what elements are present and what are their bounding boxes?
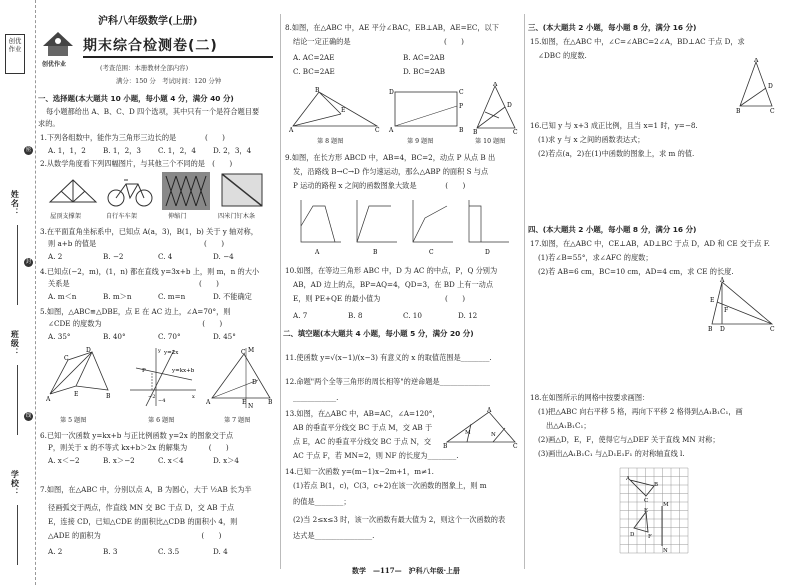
caption: 第 7 题图 [224, 417, 251, 424]
svg-text:E: E [242, 399, 247, 406]
option: D. x＞4 [213, 456, 239, 465]
option: A. AC=2AE [293, 53, 335, 62]
name-line [17, 225, 18, 305]
graph-label: B [373, 249, 378, 256]
q18-stem: 18.在如图所示的网格中按要求画图： [530, 393, 650, 402]
q13-stem: AB 的垂直平分线交 BC 于点 M，交 AB 于 [293, 423, 433, 432]
q9-stem: 发，沿路线 B→C→D 作匀速运动，那么△ABP 的面积 S 与点 [293, 167, 489, 176]
svg-text:A: A [754, 58, 759, 64]
brand-label: 创优作业 [42, 61, 67, 68]
option: B. −2 [103, 252, 124, 261]
q18-stem: (2)画△D，E，F，使得它与△DEF 关于直线 MN 对称； [538, 435, 720, 444]
svg-text:D: D [252, 379, 257, 386]
section-2-heading: 二、填空题(本大题共 4 小题，每小题 5 分，满分 20 分) [283, 329, 474, 338]
svg-text:B: B [443, 443, 448, 450]
caption: 第 6 题图 [148, 417, 175, 424]
column-divider [280, 14, 281, 569]
caption: 第 5 题图 [60, 417, 87, 424]
option: B. 40° [103, 332, 126, 341]
option: A. x＜−2 [48, 456, 80, 465]
q1-options [48, 145, 251, 156]
school-label: 学校： [10, 470, 21, 497]
q7-stem: E，连接 CD，已知△CDE 的面积比△CDB 的面积小 4，则 [48, 517, 238, 526]
section-4-heading: 四、(本大题共 2 小题，每小题 8 分，满分 16 分) [528, 225, 697, 234]
caption: 第 8 题图 [317, 138, 344, 145]
svg-text:C: C [64, 355, 69, 362]
q14-stem: (2)当 2≤x≤3 时，该一次函数有最大值为 2，则这个一次函数的表 [293, 515, 506, 524]
roof-truss-image [48, 172, 98, 210]
q10-stem: E，则 PE+QE 的最小值为 ( ) [293, 294, 466, 303]
q6-options [48, 455, 239, 466]
section-1-intro: 每小题都给出 A、B、C、D 四个选项，其中只有一个是符合题目要 [46, 107, 260, 116]
svg-text:A: A [626, 476, 630, 482]
svg-text:y=kx+b: y=kx+b [172, 368, 195, 374]
brand-box: 创优作业 [5, 34, 25, 74]
caption: 伸缩门 [168, 213, 187, 220]
q5-stem: 5.如图，△ABC≌△DBE，点 E 在 AC 边上，∠A=70°，则 [40, 307, 231, 316]
svg-text:A: A [46, 396, 51, 403]
q4-stem: 4.已知点(−2，m)，(1，n) 都在直线 y=3x+b 上，则 m，n 的大小 [40, 267, 260, 276]
name-label: 姓名： [10, 190, 21, 217]
svg-text:C: C [770, 326, 775, 332]
q14-stem: (1)若点 B(1，c)，C(3，c+2)在该一次函数的图象上，则 m [293, 481, 487, 490]
q18-stem: (1)把△ABC 向右平移 5 格，再向下平移 2 格得到△A₁B₁C₁，画 [538, 407, 743, 416]
fig13-diagram [443, 404, 519, 450]
svg-text:D: D [507, 102, 512, 109]
option: A. m＜n [48, 292, 77, 301]
svg-text:M: M [465, 430, 471, 436]
svg-text:D: D [720, 326, 725, 332]
q5-stem: ∠CDE 的度数为 ( ) [48, 319, 223, 328]
exam-title: 期末综合检测卷(二) [83, 38, 218, 54]
q13-stem: AC 于点 F，若 MN=2，则 NF 的长度为________. [293, 451, 459, 460]
option: C. BC=2AE [293, 67, 335, 76]
option: D. 不能确定 [213, 292, 252, 301]
svg-text:C: C [241, 349, 246, 356]
q14-stem: 达式是________________. [293, 531, 375, 540]
graph-label: A [315, 249, 320, 256]
svg-text:C: C [644, 498, 649, 504]
svg-text:B: B [736, 108, 741, 114]
title-underline [83, 56, 273, 58]
binding-strip [0, 0, 36, 585]
caption: 屋顶支撑架 [50, 213, 81, 220]
q4-stem: 关系是 ( ) [48, 279, 219, 288]
option: D. BC=2AB [403, 67, 446, 76]
svg-text:−4: −4 [158, 398, 166, 404]
svg-text:A: A [289, 127, 294, 132]
q8-stem: 8.如图，在△ABC 中，AE 平分∠BAC，EB⊥AB，AE=EC，以下 [285, 23, 499, 32]
q10-options [293, 310, 477, 321]
svg-text:E: E [644, 508, 649, 514]
fig10-diagram [473, 82, 519, 134]
option: C. m=n [158, 292, 186, 301]
fig15-diagram [736, 58, 776, 114]
option: A. 7 [293, 311, 308, 320]
fig6-graph [126, 346, 198, 410]
column-3 [528, 0, 790, 585]
folding-gate-image [162, 172, 210, 210]
q14-stem: 14.已知一次函数 y=(m−1)x−2m+1，m≠1. [285, 467, 434, 476]
q16-stem: (1)求 y 与 x 之间的函数表达式； [538, 135, 645, 144]
series-title: 沪科八年级数学(上册) [98, 16, 198, 27]
option: B. m＞n [103, 292, 132, 301]
option: C. 3.5 [158, 547, 180, 556]
svg-text:M: M [663, 502, 669, 508]
svg-text:E: E [341, 107, 346, 114]
fig7-diagram [206, 346, 274, 410]
seal-mark: 线 [25, 413, 32, 419]
q3-options [48, 251, 234, 262]
exam-scope: (考查范围：本册教材全部内容) [100, 64, 189, 72]
class-line [17, 365, 18, 435]
svg-text:A: A [487, 407, 492, 414]
section-1-heading: 一、选择题(本大题共 10 小题，每小题 4 分，满分 40 分) [38, 94, 234, 103]
svg-text:N: N [491, 432, 496, 438]
svg-text:A: A [206, 399, 211, 406]
q7-stem: △ADE 的面积为 ( ) [48, 531, 222, 540]
svg-text:N: N [248, 403, 254, 410]
option: D. 12 [458, 311, 478, 320]
q14-stem: 的值是________； [293, 497, 351, 506]
q7-options [48, 546, 228, 557]
option: A. 35° [48, 332, 71, 341]
svg-text:B: B [106, 393, 111, 400]
svg-text:D: D [768, 83, 773, 90]
school-line [17, 505, 18, 565]
option: A. 2 [48, 547, 63, 556]
q6-stem: 6.已知一次函数 y=kx+b 与正比例函数 y=2x 的图象交于点 [40, 431, 234, 440]
svg-text:B: B [459, 127, 464, 132]
svg-text:B: B [708, 326, 713, 332]
svg-text:C: C [770, 108, 775, 114]
svg-text:−2: −2 [148, 394, 156, 400]
option: D. 4 [213, 547, 228, 556]
q18-stem: (3)画出△A₁B₁C₁ 与△D₁E₁F₁ 的对称轴直线 l. [538, 449, 685, 458]
q9-stem: P 运动的路程 x 之间的函数图象大致是 ( ) [293, 181, 466, 190]
svg-text:C: C [459, 89, 464, 96]
svg-text:y: y [158, 348, 161, 354]
option: B. 1，2，3 [103, 146, 141, 155]
svg-text:A: A [720, 277, 725, 284]
svg-text:F: F [724, 307, 729, 314]
svg-text:x: x [192, 394, 195, 400]
q17-stem: (2)若 AB=6 cm，BC=10 cm，AD=4 cm，求 CE 的长度. [538, 267, 734, 276]
q7-stem: 7.如图，在△ABC 中，分别以点 A，B 为圆心，大于 ½AB 长为半 [40, 485, 252, 494]
option: D. 2，3，4 [213, 146, 252, 155]
q9-stem: 9.如图，在长方形 ABCD 中，AB=4，BC=2，动点 P 从点 B 出 [285, 153, 496, 162]
option: C. 10 [403, 311, 422, 320]
option: C. 4 [158, 252, 173, 261]
q2-stem: 2.从数学角度看下列四幅图片，与其他三个不同的是 ( ) [40, 159, 233, 168]
option: C. x＜4 [158, 456, 184, 465]
seal-mark: 密 [25, 147, 32, 153]
caption: 自行车车架 [106, 213, 137, 220]
option: B. AC=2AB [403, 53, 445, 62]
option: A. 2 [48, 252, 63, 261]
option: A. 1，1，2 [48, 146, 86, 155]
q15-stem: 15.如图，在△ABC 中，∠C=∠ABC=2∠A，BD⊥AC 于点 D，求 [530, 37, 745, 46]
svg-text:D: D [86, 347, 91, 354]
svg-text:A: A [493, 82, 498, 88]
q3-stem: 3.在平面直角坐标系中，已知点 A(a，3)，B(1，b) 关于 y 轴对称， [40, 227, 258, 236]
score-time: 满分：150 分 考试时间：120 分钟 [116, 77, 222, 85]
fig5-diagram [46, 346, 114, 404]
q17-stem: 17.如图，在△ABC 中，CE⊥AB，AD⊥BC 于点 D，AD 和 CE 交于点 F. [530, 239, 770, 248]
option: B. 3 [103, 547, 118, 556]
q6-stem: P，则关于 x 的不等式 kx+b＞2x 的解集为 ( ) [48, 443, 229, 452]
svg-text:D: D [630, 532, 635, 538]
svg-text:B: B [654, 482, 659, 488]
q18-grid [618, 466, 690, 554]
q3-stem: 则 a+b 的值是 ( ) [48, 239, 225, 248]
q12-stem: ____________. [293, 393, 339, 402]
section-1-intro: 求的。 [38, 119, 60, 128]
q11-stem: 11.使函数 y=√(x−1)/(x−3) 有意义的 x 的取值范围是________. [285, 353, 492, 362]
q16-stem: (2)若点(a，2)在(1)中函数的图象上，求 m 的值. [538, 149, 695, 158]
fig9-diagram [387, 86, 465, 132]
svg-text:P: P [459, 103, 464, 110]
svg-text:M: M [248, 347, 255, 354]
svg-text:y=2x: y=2x [164, 350, 179, 356]
svg-text:C: C [513, 443, 518, 450]
svg-text:N: N [663, 548, 668, 554]
q18-stem: 出△A₁B₁C₁； [546, 421, 591, 430]
q8-stem: 结论一定正确的是 ( ) [293, 37, 464, 46]
svg-text:F: F [648, 534, 652, 540]
q4-options [48, 291, 252, 302]
section-3-heading: 三、(本大题共 2 小题，每小题 8 分，满分 16 分) [528, 23, 697, 32]
q9-option-graphs [295, 196, 515, 258]
svg-text:D: D [389, 89, 394, 96]
brand-emblem-icon [38, 26, 78, 64]
svg-text:C: C [375, 127, 380, 132]
q8-options [293, 52, 445, 63]
option: C. 70° [158, 332, 181, 341]
svg-text:A: A [389, 127, 394, 132]
caption: 四米门钉木条 [218, 213, 256, 220]
svg-text:B: B [315, 87, 320, 94]
q10-stem: 10.如图，在等边三角形 ABC 中，D 为 AC 的中点，P，Q 分别为 [285, 266, 498, 275]
column-1 [38, 0, 278, 585]
option: D. 45° [213, 332, 236, 341]
seal-mark: 封 [25, 259, 32, 265]
q13-stem: 13.如图，在△ABC 中，AB=AC，∠A=120°， [285, 409, 440, 418]
fig17-diagram [708, 276, 776, 332]
graph-label: D [485, 249, 490, 256]
svg-text:E: E [710, 297, 715, 304]
option: C. 1，2，4 [158, 146, 196, 155]
q7-stem: 径画弧交于两点，作直线 MN 交 BC 于点 D，交 AB 于点 [48, 503, 235, 512]
column-2 [283, 0, 523, 585]
q8-options [293, 66, 445, 77]
q15-stem: ∠DBC 的度数. [538, 51, 587, 60]
graph-label: C [429, 249, 434, 256]
q16-stem: 16.已知 y 与 x+3 成正比例，且当 x=1 时，y=−8. [530, 121, 698, 130]
caption: 第 10 题图 [475, 138, 506, 145]
svg-text:B: B [268, 399, 273, 406]
q12-stem: 12.命题"两个全等三角形的周长相等"的逆命题是______________ [285, 377, 490, 386]
option: B. 8 [348, 311, 363, 320]
q13-stem: 点 E，AC 的垂直平分线交 BC 于点 N，交 [293, 437, 432, 446]
q17-stem: (1)若∠B=55°，求∠AFC 的度数； [538, 253, 653, 262]
q10-stem: AB，AD 边上的点，BP=AQ=4，QD=3，在 BD 上有一动点 [293, 280, 494, 289]
q5-options [48, 331, 236, 342]
caption: 第 9 题图 [407, 138, 434, 145]
option: B. x＞−2 [103, 456, 135, 465]
q1-stem: 1.下列各组数中，能作为三角形三边长的是 ( ) [40, 133, 225, 142]
svg-text:B: B [473, 129, 478, 134]
option: D. −4 [213, 252, 234, 261]
fig8-diagram [289, 86, 381, 132]
svg-text:P: P [142, 368, 146, 374]
svg-text:E: E [74, 391, 79, 398]
svg-text:C: C [513, 129, 518, 134]
column-divider [524, 14, 525, 569]
bicycle-image [106, 172, 154, 210]
class-label: 班级： [10, 330, 21, 357]
page-footer: 数学 —117— 沪科八年级·上册 [352, 566, 461, 575]
wooden-door-image [218, 172, 266, 210]
